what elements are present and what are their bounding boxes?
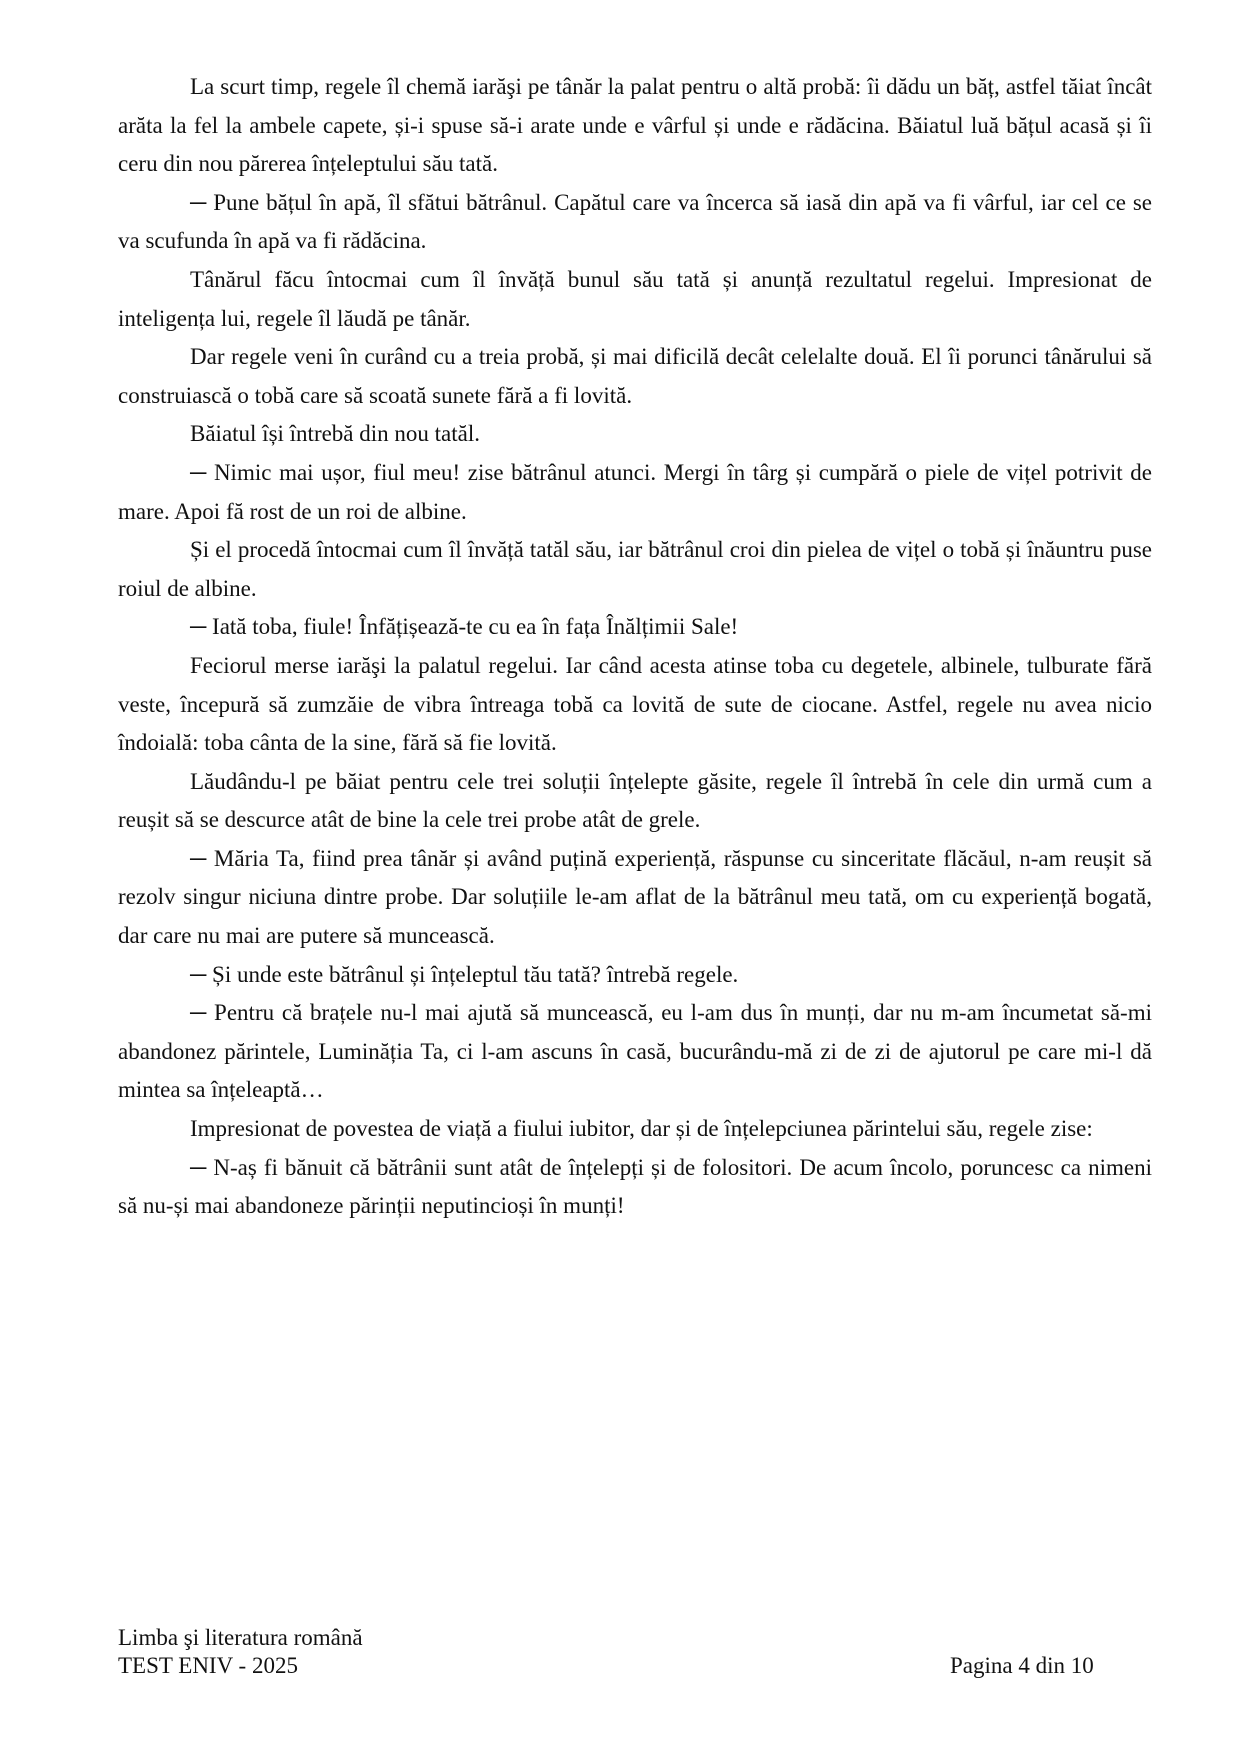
paragraph: Dar regele veni în curând cu a treia probă, și mai dificilă decât celelalte două. El îi porunci tânărului să construiască o tobă care să scoată sunete fără a fi lovită. [118, 344, 1152, 408]
paragraph: ─ Pune bățul în apă, îl sfătui bătrânul. Capătul care va încerca să iasă din apă va fi vârful, iar cel ce se va scufunda în apă va fi rădăcina. [118, 189, 1152, 254]
page-number: Pagina 4 din 10 [950, 1653, 1094, 1678]
paragraph: La scurt timp, regele îl chemă iarăşi pe tânăr la palat pentru o altă probă: îi dădu un băț, astfel tăiat încât arăta la fel la ambele capete, și-i spuse să-i arate unde e vârful și unde e rădăcina. Băiatul luă bățul acasă și îi ceru din nou părerea înțeleptului său tată. [118, 74, 1152, 177]
paragraph: ─ Și unde este bătrânul și înțeleptul tău tată? întrebă regele. [190, 961, 739, 987]
paragraph: Feciorul merse iarăşi la palatul regelui. Iar când acesta atinse toba cu degetele, albinele, tulburate fără veste, începură să zumzăie de vibra întreaga tobă ca lovită de sute de ciocane. Astfel, regele nu avea nicio îndoială: toba cânta de la sine, fără să fie lovită. [118, 652, 1152, 756]
paragraph: Lăudându-l pe băiat pentru cele trei soluții înțelepte găsite, regele îl întrebă în cele din urmă cum a reușit să se descurce atât de bine la cele trei probe atât de grele. [118, 768, 1152, 833]
paragraph: Tânărul făcu întocmai cum îl învăță bunul său tată și anunță rezultatul regelui. Impresionat de inteligența lui, regele îl lăudă pe tânăr. [118, 266, 1152, 331]
story-text [118, 68, 1152, 1226]
footer-info [118, 1624, 363, 1680]
footer-subject: Limba şi literatura română [118, 1625, 363, 1650]
paragraph: Impresionat de povestea de viață a fiului iubitor, dar și de înțelepciunea părintelui său, regele zise: [190, 1116, 1093, 1142]
paragraph: ─ Nimic mai ușor, fiul meu! zise bătrânul atunci. Mergi în târg și cumpără o piele de vițel potrivit de mare. Apoi fă rost de un roi de albine. [118, 459, 1152, 524]
paragraph: ─ Pentru că brațele nu-l mai ajută să muncească, eu l-am dus în munți, dar nu m-am încumetat să-mi abandonez părintele, Luminăția Ta, ci l-am ascuns în casă, bucurându-mă zi de zi de ajutorul pe care mi-l dă mintea sa înțeleaptă… [118, 1000, 1152, 1103]
paragraph: Și el procedă întocmai cum îl învăță tatăl său, iar bătrânul croi din pielea de vițel o tobă și înăuntru puse roiul de albine. [118, 537, 1152, 601]
paragraph: ─ N-aș fi bănuit că bătrânii sunt atât de înțelepți și de folositori. De acum încolo, poruncesc ca nimeni să nu-și mai abandoneze părinții neputincioși în munți! [118, 1154, 1152, 1219]
paragraph: Băiatul își întrebă din nou tatăl. [190, 421, 480, 447]
footer-test-name: TEST ENIV - 2025 [118, 1653, 298, 1678]
paragraph: ─ Măria Ta, fiind prea tânăr și având puțină experiență, răspunse cu sinceritate flăcăul, n-am reușit să rezolv singur niciuna dintre probe. Dar soluțiile le-am aflat de la bătrânul meu tată, om cu experiență bogată, dar care nu mai are putere să muncească. [118, 845, 1152, 949]
paragraph: ─ Iată toba, fiule! Înfățișează-te cu ea în fața Înălțimii Sale! [190, 614, 739, 640]
